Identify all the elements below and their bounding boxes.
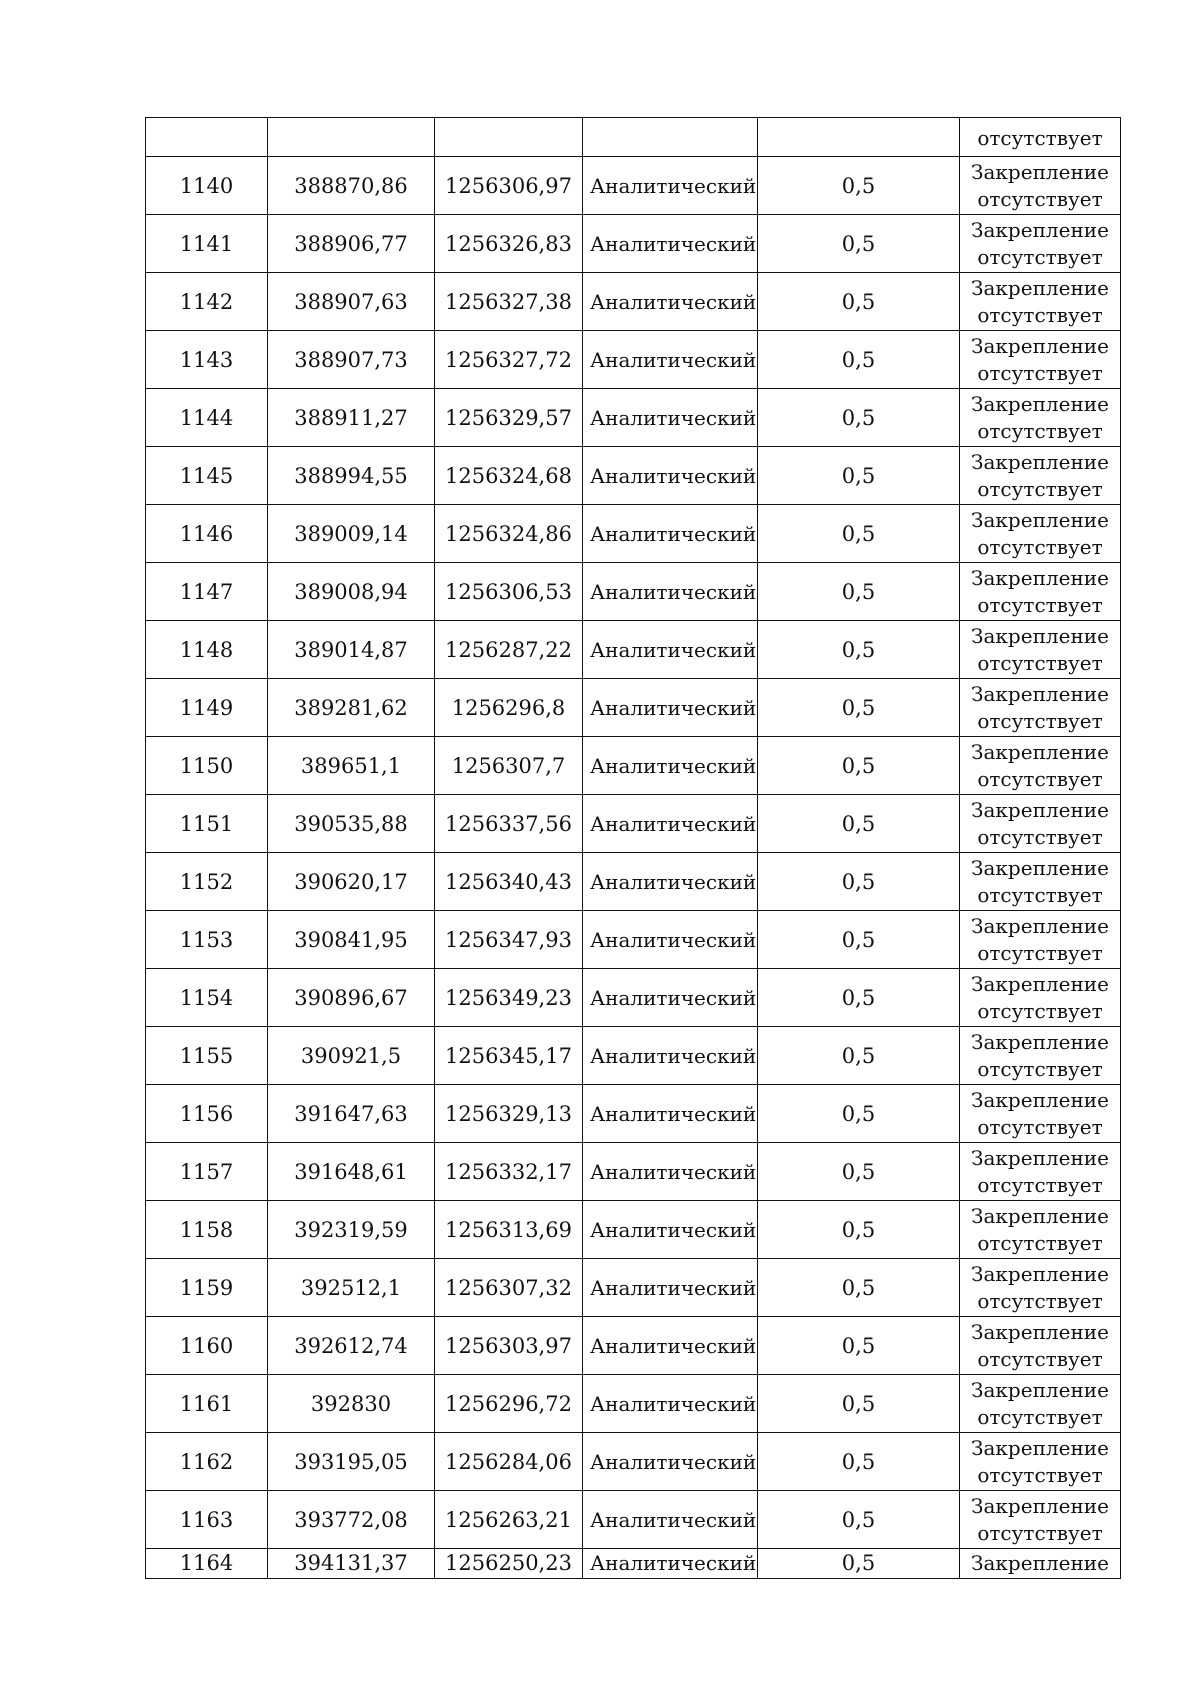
accuracy-cell: 0,5 <box>758 1027 960 1085</box>
fixation-line-1: Закрепление <box>971 1435 1109 1460</box>
method-cell: Аналитический <box>583 1549 758 1579</box>
point-number-cell: 1152 <box>146 853 268 911</box>
fixation-line-1: Закрепление <box>971 1145 1109 1170</box>
method-cell: Аналитический <box>583 621 758 679</box>
fixation-line-1: Закрепление <box>971 507 1109 532</box>
fixation-line-2: отсутствует <box>977 1462 1103 1487</box>
y-coordinate-cell: 1256345,17 <box>435 1027 583 1085</box>
table-row <box>146 1259 1121 1317</box>
x-coordinate-cell: 388994,55 <box>268 447 435 505</box>
table-row <box>146 737 1121 795</box>
fixation-line-2: отсутствует <box>977 186 1103 211</box>
accuracy-cell: 0,5 <box>758 853 960 911</box>
fixation-cell <box>960 853 1121 911</box>
fixation-line-2: отсутствует <box>977 998 1103 1023</box>
point-number-cell: 1157 <box>146 1143 268 1201</box>
method-cell: Аналитический <box>583 157 758 215</box>
fixation-line-1: Закрепление <box>971 1203 1109 1228</box>
fixation-line-2: отсутствует <box>977 418 1103 443</box>
fixation-line-2: отсутствует <box>977 476 1103 501</box>
y-coordinate-cell: 1256332,17 <box>435 1143 583 1201</box>
fixation-line-1: Закрепление <box>971 565 1109 590</box>
accuracy-cell: 0,5 <box>758 157 960 215</box>
point-number-cell: 1145 <box>146 447 268 505</box>
fixation-cell <box>960 1375 1121 1433</box>
x-coordinate-cell: 390896,67 <box>268 969 435 1027</box>
table-row <box>146 1317 1121 1375</box>
point-number-cell: 1144 <box>146 389 268 447</box>
table-row <box>146 1085 1121 1143</box>
accuracy-cell: 0,5 <box>758 1085 960 1143</box>
accuracy-cell: 0,5 <box>758 737 960 795</box>
fixation-line-2: отсутствует <box>977 592 1103 617</box>
point-number-cell: 1151 <box>146 795 268 853</box>
point-number-cell: 1148 <box>146 621 268 679</box>
method-cell: Аналитический <box>583 1375 758 1433</box>
fixation-line-2: отсутствует <box>977 882 1103 907</box>
y-coordinate-cell: 1256349,23 <box>435 969 583 1027</box>
accuracy-cell: 0,5 <box>758 1375 960 1433</box>
table-row <box>146 853 1121 911</box>
y-coordinate-cell: 1256327,72 <box>435 331 583 389</box>
coordinates-table <box>145 117 1121 1579</box>
method-cell: Аналитический <box>583 1143 758 1201</box>
fixation-line-1: Закрепление <box>971 971 1109 996</box>
accuracy-cell: 0,5 <box>758 1317 960 1375</box>
table-row <box>146 1143 1121 1201</box>
fixation-line-2: отсутствует <box>977 708 1103 733</box>
fixation-line-1: Закрепление <box>971 1319 1109 1344</box>
table-row <box>146 273 1121 331</box>
accuracy-cell: 0,5 <box>758 679 960 737</box>
method-cell: Аналитический <box>583 1027 758 1085</box>
y-coordinate-cell: 1256250,23 <box>435 1549 583 1579</box>
table-row-continued <box>146 118 1121 157</box>
x-coordinate-cell: 390620,17 <box>268 853 435 911</box>
point-number-cell: 1147 <box>146 563 268 621</box>
y-coordinate-cell: 1256306,53 <box>435 563 583 621</box>
y-coordinate-cell <box>435 118 583 157</box>
point-number-cell: 1154 <box>146 969 268 1027</box>
x-coordinate-cell: 390921,5 <box>268 1027 435 1085</box>
fixation-line-1: Закрепление <box>971 217 1109 242</box>
accuracy-cell: 0,5 <box>758 273 960 331</box>
method-cell: Аналитический <box>583 389 758 447</box>
fixation-line-1: Закрепление <box>971 797 1109 822</box>
fixation-line-1: Закрепление <box>971 623 1109 648</box>
method-cell: Аналитический <box>583 795 758 853</box>
fixation-line-2: отсутствует <box>977 1346 1103 1371</box>
fixation-line-1: Закрепление <box>971 1261 1109 1286</box>
fixation-line-2: отсутствует <box>977 244 1103 269</box>
fixation-line-2: отсутствует <box>977 1288 1103 1313</box>
table-row-truncated <box>146 1549 1121 1579</box>
y-coordinate-cell: 1256296,72 <box>435 1375 583 1433</box>
x-coordinate-cell <box>268 118 435 157</box>
y-coordinate-cell: 1256329,13 <box>435 1085 583 1143</box>
accuracy-cell: 0,5 <box>758 795 960 853</box>
fixation-line-1: Закрепление <box>971 1029 1109 1054</box>
x-coordinate-cell: 390841,95 <box>268 911 435 969</box>
table-row <box>146 1201 1121 1259</box>
y-coordinate-cell: 1256303,97 <box>435 1317 583 1375</box>
accuracy-cell: 0,5 <box>758 1143 960 1201</box>
x-coordinate-cell: 389008,94 <box>268 563 435 621</box>
fixation-line-1: Закрепление <box>971 855 1109 880</box>
table-row <box>146 1491 1121 1549</box>
table-row <box>146 331 1121 389</box>
accuracy-cell: 0,5 <box>758 621 960 679</box>
point-number-cell: 1156 <box>146 1085 268 1143</box>
method-cell: Аналитический <box>583 563 758 621</box>
accuracy-cell: 0,5 <box>758 1549 960 1579</box>
method-cell: Аналитический <box>583 1317 758 1375</box>
fixation-line-2: отсутствует <box>977 360 1103 385</box>
x-coordinate-cell: 391647,63 <box>268 1085 435 1143</box>
method-cell: Аналитический <box>583 215 758 273</box>
fixation-cell <box>960 679 1121 737</box>
x-coordinate-cell: 389014,87 <box>268 621 435 679</box>
y-coordinate-cell: 1256287,22 <box>435 621 583 679</box>
method-cell: Аналитический <box>583 1433 758 1491</box>
table-row <box>146 563 1121 621</box>
fixation-line-2: отсутствует <box>977 650 1103 675</box>
y-coordinate-cell: 1256263,21 <box>435 1491 583 1549</box>
y-coordinate-cell: 1256329,57 <box>435 389 583 447</box>
method-cell: Аналитический <box>583 911 758 969</box>
y-coordinate-cell: 1256306,97 <box>435 157 583 215</box>
accuracy-cell: 0,5 <box>758 911 960 969</box>
point-number-cell: 1163 <box>146 1491 268 1549</box>
point-number-cell: 1149 <box>146 679 268 737</box>
point-number-cell: 1155 <box>146 1027 268 1085</box>
x-coordinate-cell: 391648,61 <box>268 1143 435 1201</box>
accuracy-cell: 0,5 <box>758 215 960 273</box>
accuracy-cell: 0,5 <box>758 969 960 1027</box>
accuracy-cell: 0,5 <box>758 1201 960 1259</box>
point-number-cell: 1143 <box>146 331 268 389</box>
fixation-line-2: отсутствует <box>977 824 1103 849</box>
point-number-cell: 1161 <box>146 1375 268 1433</box>
fixation-cell <box>960 621 1121 679</box>
x-coordinate-cell: 389281,62 <box>268 679 435 737</box>
y-coordinate-cell: 1256337,56 <box>435 795 583 853</box>
y-coordinate-cell: 1256327,38 <box>435 273 583 331</box>
fixation-cell: Закрепление <box>960 1549 1121 1579</box>
x-coordinate-cell: 388907,73 <box>268 331 435 389</box>
fixation-line-2: отсутствует <box>977 1172 1103 1197</box>
point-number-cell: 1158 <box>146 1201 268 1259</box>
fixation-cell <box>960 447 1121 505</box>
point-number-cell: 1150 <box>146 737 268 795</box>
fixation-cell <box>960 505 1121 563</box>
point-number-cell: 1141 <box>146 215 268 273</box>
method-cell: Аналитический <box>583 1201 758 1259</box>
y-coordinate-cell: 1256324,68 <box>435 447 583 505</box>
method-cell: Аналитический <box>583 447 758 505</box>
fixation-line-1: Закрепление <box>971 391 1109 416</box>
method-cell: Аналитический <box>583 273 758 331</box>
accuracy-cell: 0,5 <box>758 505 960 563</box>
accuracy-cell <box>758 118 960 157</box>
fixation-line-1: Закрепление <box>971 681 1109 706</box>
method-cell: Аналитический <box>583 331 758 389</box>
accuracy-cell: 0,5 <box>758 1259 960 1317</box>
fixation-cell <box>960 215 1121 273</box>
table-row <box>146 1375 1121 1433</box>
fixation-cell <box>960 969 1121 1027</box>
table-row <box>146 157 1121 215</box>
table-row <box>146 215 1121 273</box>
table-row <box>146 911 1121 969</box>
method-cell: Аналитический <box>583 1491 758 1549</box>
fixation-line-1: Закрепление <box>971 159 1109 184</box>
fixation-line-1: Закрепление <box>971 333 1109 358</box>
fixation-cell <box>960 273 1121 331</box>
x-coordinate-cell: 394131,37 <box>268 1549 435 1579</box>
accuracy-cell: 0,5 <box>758 447 960 505</box>
fixation-line-1: Закрепление <box>971 449 1109 474</box>
fixation-line-1: Закрепление <box>971 1087 1109 1112</box>
fixation-line-1: Закрепление <box>971 1493 1109 1518</box>
table-row <box>146 389 1121 447</box>
fixation-cell <box>960 1259 1121 1317</box>
y-coordinate-cell: 1256307,32 <box>435 1259 583 1317</box>
fixation-cell <box>960 1143 1121 1201</box>
fixation-cell <box>960 1491 1121 1549</box>
table-row <box>146 621 1121 679</box>
method-cell <box>583 118 758 157</box>
fixation-cell <box>960 795 1121 853</box>
fixation-line-2: отсутствует <box>977 1056 1103 1081</box>
x-coordinate-cell: 392830 <box>268 1375 435 1433</box>
point-number-cell: 1153 <box>146 911 268 969</box>
method-cell: Аналитический <box>583 505 758 563</box>
point-number-cell: 1146 <box>146 505 268 563</box>
x-coordinate-cell: 393195,05 <box>268 1433 435 1491</box>
x-coordinate-cell: 389651,1 <box>268 737 435 795</box>
table-row <box>146 1433 1121 1491</box>
accuracy-cell: 0,5 <box>758 389 960 447</box>
point-number-cell: 1162 <box>146 1433 268 1491</box>
y-coordinate-cell: 1256326,83 <box>435 215 583 273</box>
fixation-line-2: отсутствует <box>977 1230 1103 1255</box>
fixation-line-2: отсутствует <box>977 1114 1103 1139</box>
accuracy-cell: 0,5 <box>758 1491 960 1549</box>
y-coordinate-cell: 1256313,69 <box>435 1201 583 1259</box>
method-cell: Аналитический <box>583 853 758 911</box>
table-row <box>146 679 1121 737</box>
x-coordinate-cell: 392319,59 <box>268 1201 435 1259</box>
fixation-line-2: отсутствует <box>977 766 1103 791</box>
x-coordinate-cell: 392512,1 <box>268 1259 435 1317</box>
fixation-cell <box>960 911 1121 969</box>
fixation-cell <box>960 563 1121 621</box>
accuracy-cell: 0,5 <box>758 563 960 621</box>
fixation-line-2: отсутствует <box>977 302 1103 327</box>
fixation-line-1: Закрепление <box>971 275 1109 300</box>
point-number-cell: 1160 <box>146 1317 268 1375</box>
fixation-line-2: отсутствует <box>977 534 1103 559</box>
point-number-cell: 1159 <box>146 1259 268 1317</box>
x-coordinate-cell: 393772,08 <box>268 1491 435 1549</box>
y-coordinate-cell: 1256347,93 <box>435 911 583 969</box>
accuracy-cell: 0,5 <box>758 1433 960 1491</box>
fixation-cell <box>960 1027 1121 1085</box>
x-coordinate-cell: 388870,86 <box>268 157 435 215</box>
fixation-line-1: Закрепление <box>971 1377 1109 1402</box>
y-coordinate-cell: 1256296,8 <box>435 679 583 737</box>
fixation-cell <box>960 331 1121 389</box>
y-coordinate-cell: 1256324,86 <box>435 505 583 563</box>
fixation-cell <box>960 1085 1121 1143</box>
y-coordinate-cell: 1256340,43 <box>435 853 583 911</box>
table-row <box>146 447 1121 505</box>
fixation-line-1: Закрепление <box>971 739 1109 764</box>
method-cell: Аналитический <box>583 1085 758 1143</box>
method-cell: Аналитический <box>583 969 758 1027</box>
fixation-line-1: Закрепление <box>971 913 1109 938</box>
fixation-line-2: отсутствует <box>977 1520 1103 1545</box>
x-coordinate-cell: 388911,27 <box>268 389 435 447</box>
table-row <box>146 969 1121 1027</box>
table-row <box>146 1027 1121 1085</box>
coordinates-table-body <box>146 118 1121 1579</box>
point-number-cell <box>146 118 268 157</box>
y-coordinate-cell: 1256284,06 <box>435 1433 583 1491</box>
y-coordinate-cell: 1256307,7 <box>435 737 583 795</box>
fixation-line-2: отсутствует <box>977 1404 1103 1429</box>
table-row <box>146 795 1121 853</box>
point-number-cell: 1140 <box>146 157 268 215</box>
method-cell: Аналитический <box>583 679 758 737</box>
method-cell: Аналитический <box>583 1259 758 1317</box>
fixation-cell: отсутствует <box>960 118 1121 157</box>
fixation-cell <box>960 737 1121 795</box>
accuracy-cell: 0,5 <box>758 331 960 389</box>
point-number-cell: 1164 <box>146 1549 268 1579</box>
x-coordinate-cell: 392612,74 <box>268 1317 435 1375</box>
x-coordinate-cell: 390535,88 <box>268 795 435 853</box>
fixation-cell <box>960 157 1121 215</box>
point-number-cell: 1142 <box>146 273 268 331</box>
x-coordinate-cell: 388906,77 <box>268 215 435 273</box>
fixation-cell <box>960 1433 1121 1491</box>
x-coordinate-cell: 388907,63 <box>268 273 435 331</box>
fixation-cell <box>960 389 1121 447</box>
fixation-cell <box>960 1317 1121 1375</box>
method-cell: Аналитический <box>583 737 758 795</box>
table-row <box>146 505 1121 563</box>
fixation-line-2: отсутствует <box>977 940 1103 965</box>
x-coordinate-cell: 389009,14 <box>268 505 435 563</box>
fixation-cell <box>960 1201 1121 1259</box>
